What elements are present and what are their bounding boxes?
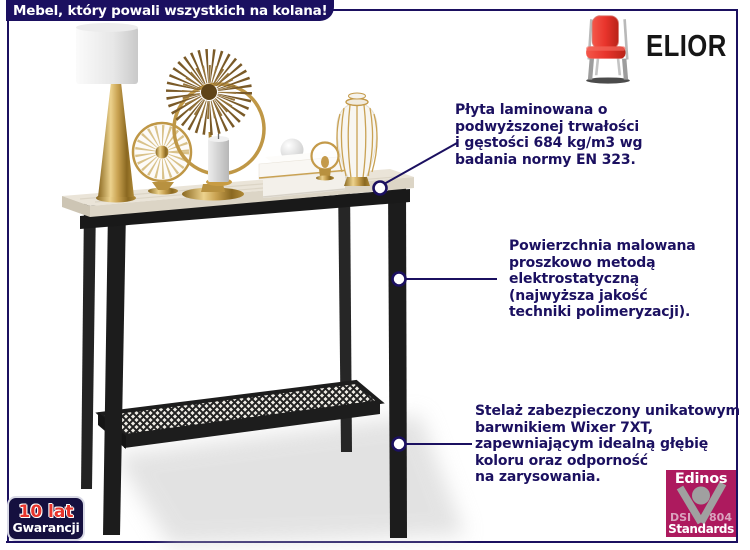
callout-marker-1 xyxy=(374,182,387,195)
annotation-line: Stelaż zabezpieczony unikatowym xyxy=(475,403,740,419)
annotation-line: na zarysowania. xyxy=(475,469,601,485)
standards-dsi: DSI xyxy=(670,511,692,524)
annotation-line: techniki polimeryzacji). xyxy=(509,304,691,320)
brand-name: ELIOR xyxy=(646,28,727,63)
annotation-line: i gęstości 684 kg/m3 wg xyxy=(455,135,643,151)
annotation-tabletop xyxy=(455,102,642,168)
annotation-line: podwyższonej trwałości xyxy=(455,118,640,135)
callout-marker-2 xyxy=(393,273,406,286)
callout-line-1 xyxy=(384,143,457,184)
annotation-line: (najwyższa jakość xyxy=(509,287,648,304)
annotation-line: Płyta laminowana o xyxy=(455,102,608,118)
guarantee-badge xyxy=(7,496,85,541)
annotation-coating xyxy=(509,238,696,321)
standards-label: Standards xyxy=(668,522,734,536)
standards-badge xyxy=(666,470,736,537)
annotation-line: zapewniającym idealną głębię xyxy=(475,436,709,452)
guarantee-label: Gwarancji xyxy=(12,519,80,535)
guarantee-years: 10 lat xyxy=(18,501,74,522)
table-decor xyxy=(76,23,377,203)
annotation-line: elektrostatyczną xyxy=(509,271,640,287)
lamp xyxy=(76,23,138,203)
candle xyxy=(206,134,232,186)
annotation-line: proszkowo metodą xyxy=(509,254,656,271)
annotation-line: Powierzchnia malowana xyxy=(509,238,696,254)
promo-banner-text: Mebel, który powali wszystkich na kolana! xyxy=(13,2,328,19)
standards-804: 804 xyxy=(709,511,732,524)
annotation-line: badania normy EN 323. xyxy=(455,151,636,168)
standards-brand: Edinos xyxy=(674,471,728,487)
fan-ring-ornament xyxy=(133,123,191,195)
annotation-line: barwnikiem Wixer 7XT, xyxy=(475,419,653,436)
callout-marker-3 xyxy=(393,438,406,451)
annotation-line: koloru oraz odporność xyxy=(475,452,648,469)
